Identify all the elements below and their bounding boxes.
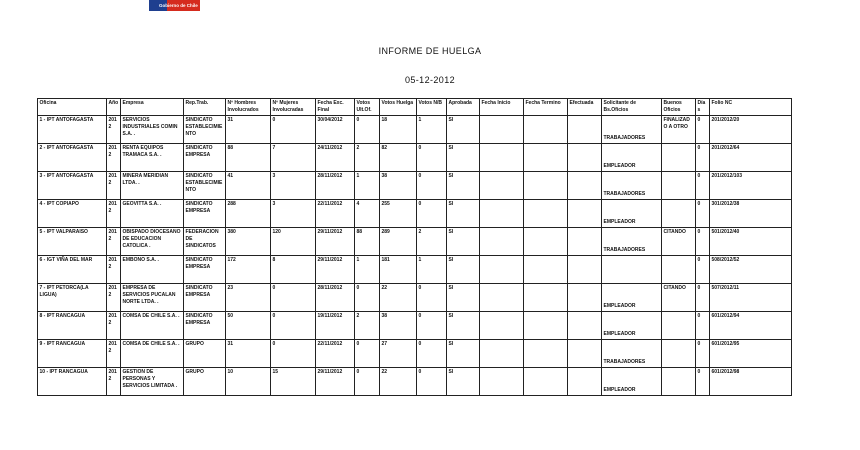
table-cell: SI <box>447 368 480 396</box>
table-cell: 7 - IPT PETORCA(LA LIGUA) <box>38 284 107 312</box>
table-cell <box>568 200 602 228</box>
report-title: INFORME DE HUELGA <box>378 46 482 56</box>
table-cell: 0 <box>696 340 710 368</box>
table-cell: EMPLEADOR <box>602 144 662 172</box>
table-cell: 27 <box>380 340 417 368</box>
table-cell: 2 <box>355 144 380 172</box>
gobierno-logo <box>149 0 200 11</box>
table-cell <box>662 312 696 340</box>
table-cell <box>480 116 524 144</box>
table-cell: OBISPADO DIOCESANO DE EDUCACION CATOLICA . <box>121 228 184 256</box>
table-cell: SERVICIOS INDUSTRIALES COMIN S.A. . <box>121 116 184 144</box>
table-cell: SINDICATO ESTABLECIMIENTO <box>184 116 226 144</box>
table-cell: 5 - IPT VALPARAISO <box>38 228 107 256</box>
table-cell: 30/04/2012 <box>316 116 355 144</box>
table-cell: 18 <box>380 116 417 144</box>
table-cell: 0 <box>696 116 710 144</box>
table-cell <box>524 256 568 284</box>
table-cell: 2 <box>355 312 380 340</box>
table-cell: 4 <box>355 200 380 228</box>
table-cell: 2012 <box>107 228 121 256</box>
table-cell <box>568 368 602 396</box>
table-cell <box>480 368 524 396</box>
table-cell: 8 - IPT RANCAGUA <box>38 312 107 340</box>
table-cell <box>524 144 568 172</box>
table-cell: EMPLEADOR <box>602 200 662 228</box>
table-cell: 0 <box>355 368 380 396</box>
table-row <box>38 368 792 396</box>
table-cell <box>524 368 568 396</box>
table-cell: 0 <box>355 340 380 368</box>
table-row <box>38 284 792 312</box>
column-header: Solicitante de Bs.Oficios <box>602 99 662 116</box>
table-cell: GRUPO <box>184 368 226 396</box>
table-cell: 501/2012/40 <box>710 228 792 256</box>
table-row <box>38 144 792 172</box>
table-cell: SI <box>447 200 480 228</box>
table-cell: SINDICATO EMPRESA <box>184 200 226 228</box>
table-cell <box>524 312 568 340</box>
table-cell: 38 <box>380 172 417 200</box>
table-cell: TRABAJADORES <box>602 116 662 144</box>
table-cell: EMPLEADOR <box>602 312 662 340</box>
table-cell <box>568 312 602 340</box>
table-cell: 29/11/2012 <box>316 256 355 284</box>
table-cell: 0 <box>417 284 447 312</box>
table-cell: 0 <box>271 116 316 144</box>
table-cell: SINDICATO EMPRESA <box>184 284 226 312</box>
table-cell: TRABAJADORES <box>602 228 662 256</box>
table-cell: 9 - IPT RANCAGUA <box>38 340 107 368</box>
table-cell: 23 <box>226 284 271 312</box>
table-row <box>38 200 792 228</box>
table-cell: GEOVITTA S.A. . <box>121 200 184 228</box>
table-cell: 88 <box>355 228 380 256</box>
table-cell: 22 <box>380 368 417 396</box>
table-cell: 28/11/2012 <box>316 284 355 312</box>
table-cell: 2012 <box>107 256 121 284</box>
table-cell: 0 <box>417 144 447 172</box>
table-cell: 508/2012/52 <box>710 256 792 284</box>
table-cell: 601/2012/94 <box>710 312 792 340</box>
table-cell <box>568 256 602 284</box>
column-header: Votos N/B <box>417 99 447 116</box>
table-cell: 31 <box>226 340 271 368</box>
column-header: Aprobada <box>447 99 480 116</box>
table-cell: 1 - IPT ANTOFAGASTA <box>38 116 107 144</box>
table-cell: EMBONO S.A. . <box>121 256 184 284</box>
table-cell: EMPRESA DE SERVICIOS PUCALAN NORTE LTDA. . <box>121 284 184 312</box>
table-cell <box>568 340 602 368</box>
table-cell: 82 <box>380 144 417 172</box>
table-cell: COMSA DE CHILE S.A. . <box>121 312 184 340</box>
table-cell: 201/2012/103 <box>710 172 792 200</box>
table-cell: SI <box>447 172 480 200</box>
table-cell: 10 - IPT RANCAGUA <box>38 368 107 396</box>
table-cell: 22/11/2012 <box>316 200 355 228</box>
table-cell: 8 <box>271 256 316 284</box>
table-cell <box>524 116 568 144</box>
table-cell: 601/2012/95 <box>710 340 792 368</box>
table-cell: 201/2012/64 <box>710 144 792 172</box>
table-cell: 3 <box>271 200 316 228</box>
table-cell: 3 <box>271 172 316 200</box>
table-cell: 3 - IPT ANTOFAGASTA <box>38 172 107 200</box>
strike-report-table <box>37 98 792 396</box>
table-cell <box>662 368 696 396</box>
table-cell: 2012 <box>107 172 121 200</box>
table-cell <box>568 144 602 172</box>
table-cell <box>480 256 524 284</box>
table-cell: 0 <box>696 284 710 312</box>
table-cell: 201/2012/20 <box>710 116 792 144</box>
table-cell: 0 <box>696 200 710 228</box>
table-cell: GESTION DE PERSONAS Y SERVICIOS LIMITADA . <box>121 368 184 396</box>
table-cell <box>480 340 524 368</box>
table-cell <box>602 256 662 284</box>
table-cell: 0 <box>271 312 316 340</box>
column-header: Nº Mujeres Involucradas <box>271 99 316 116</box>
table-cell: 15 <box>271 368 316 396</box>
column-header: Año <box>107 99 121 116</box>
column-header: Efectuada <box>568 99 602 116</box>
table-cell: 0 <box>417 200 447 228</box>
table-cell: 0 <box>696 368 710 396</box>
table-cell <box>662 172 696 200</box>
table-cell: 301/2012/38 <box>710 200 792 228</box>
table-cell: 2012 <box>107 340 121 368</box>
table-cell: 0 <box>696 228 710 256</box>
table-cell: 6 - IGT VIÑA DEL MAR <box>38 256 107 284</box>
table-cell: CITANDO <box>662 228 696 256</box>
table-row <box>38 256 792 284</box>
column-header: Folio NC <box>710 99 792 116</box>
table-cell: 0 <box>271 284 316 312</box>
table-cell: SI <box>447 284 480 312</box>
table-cell: 0 <box>355 284 380 312</box>
table-cell: RENTA EQUIPOS TRAMACA S.A. . <box>121 144 184 172</box>
table-cell: TRABAJADORES <box>602 340 662 368</box>
table-row <box>38 340 792 368</box>
table-cell: 0 <box>696 172 710 200</box>
table-cell <box>524 172 568 200</box>
table-cell <box>524 284 568 312</box>
table-cell: 1 <box>417 116 447 144</box>
table-cell: 29/11/2012 <box>316 228 355 256</box>
column-header: Días <box>696 99 710 116</box>
table-cell: 2 - IPT ANTOFAGASTA <box>38 144 107 172</box>
column-header: Nº Hombres Involucrados <box>226 99 271 116</box>
table-cell: 50 <box>226 312 271 340</box>
table-cell: FINALIZADO A OTRO <box>662 116 696 144</box>
column-header: Rep.Trab. <box>184 99 226 116</box>
table-cell <box>480 312 524 340</box>
table-cell: SI <box>447 144 480 172</box>
table-cell: 24/11/2012 <box>316 144 355 172</box>
logo-text: Gobierno de Chile <box>159 3 198 8</box>
table-cell: 0 <box>271 340 316 368</box>
table-cell <box>480 228 524 256</box>
table-cell <box>662 256 696 284</box>
table-cell: 31 <box>226 116 271 144</box>
table-cell: 7 <box>271 144 316 172</box>
column-header: Buenos Oficios <box>662 99 696 116</box>
column-header: Votos Ult.Of. <box>355 99 380 116</box>
table-cell: 1 <box>417 256 447 284</box>
table-cell <box>480 200 524 228</box>
table-cell: 0 <box>417 368 447 396</box>
table-cell: SINDICATO EMPRESA <box>184 256 226 284</box>
table-cell: 2012 <box>107 144 121 172</box>
table-cell: 22/11/2012 <box>316 340 355 368</box>
table-cell: 172 <box>226 256 271 284</box>
table-cell: 19/11/2012 <box>316 312 355 340</box>
column-header: Votos Huelga <box>380 99 417 116</box>
table-cell <box>524 340 568 368</box>
table-cell: 0 <box>355 116 380 144</box>
table-cell: 0 <box>417 340 447 368</box>
table-cell: 0 <box>696 144 710 172</box>
table-cell: 28/11/2012 <box>316 172 355 200</box>
table-cell: 2012 <box>107 368 121 396</box>
table-cell: CITANDO <box>662 284 696 312</box>
table-cell: 0 <box>696 312 710 340</box>
table-cell: 2 <box>417 228 447 256</box>
table-cell <box>662 144 696 172</box>
column-header: Fecha Inicio <box>480 99 524 116</box>
table-cell: 601/2012/98 <box>710 368 792 396</box>
table-cell: SI <box>447 340 480 368</box>
table-cell: 29/11/2012 <box>316 368 355 396</box>
table-cell: 0 <box>696 256 710 284</box>
table-cell: 2012 <box>107 200 121 228</box>
table-cell: 2012 <box>107 116 121 144</box>
table-cell: 0 <box>417 172 447 200</box>
report-date: 05-12-2012 <box>404 75 456 85</box>
table-cell <box>662 200 696 228</box>
table-header-row <box>38 99 792 116</box>
table-row <box>38 312 792 340</box>
table-cell: MINERA MERIDIAN LTDA. . <box>121 172 184 200</box>
table-row <box>38 116 792 144</box>
table-cell: FEDERACION DE SINDICATOS <box>184 228 226 256</box>
table-cell: SI <box>447 116 480 144</box>
table-cell: 10 <box>226 368 271 396</box>
table-cell: 255 <box>380 200 417 228</box>
table-cell <box>568 284 602 312</box>
table-cell: 22 <box>380 284 417 312</box>
table-cell <box>524 228 568 256</box>
column-header: Fecha Exc. Final <box>316 99 355 116</box>
table-row <box>38 172 792 200</box>
table-cell: SI <box>447 312 480 340</box>
table-cell: 41 <box>226 172 271 200</box>
table-cell: 88 <box>226 144 271 172</box>
table-cell <box>568 116 602 144</box>
table-cell: 4 - IPT COPIAPO <box>38 200 107 228</box>
table-cell: 289 <box>380 228 417 256</box>
table-cell: SI <box>447 256 480 284</box>
table-cell <box>568 172 602 200</box>
table-cell <box>480 172 524 200</box>
table-cell: EMPLEADOR <box>602 368 662 396</box>
table-cell: 380 <box>226 228 271 256</box>
table-cell: EMPLEADOR <box>602 284 662 312</box>
table-cell <box>480 144 524 172</box>
table-cell: TRABAJADORES <box>602 172 662 200</box>
table-cell: 1 <box>355 256 380 284</box>
table-cell <box>662 340 696 368</box>
table-cell: 507/2012/11 <box>710 284 792 312</box>
table-cell: SI <box>447 228 480 256</box>
table-cell <box>524 200 568 228</box>
table-cell: 2012 <box>107 284 121 312</box>
table-cell: 181 <box>380 256 417 284</box>
column-header: Oficina <box>38 99 107 116</box>
column-header: Fecha Termino <box>524 99 568 116</box>
table-cell: 288 <box>226 200 271 228</box>
table-cell: GRUPO <box>184 340 226 368</box>
table-cell: SINDICATO ESTABLECIMIENTO <box>184 172 226 200</box>
table-cell <box>568 228 602 256</box>
table-cell: 0 <box>417 312 447 340</box>
table-cell: 1 <box>355 172 380 200</box>
table-cell: 120 <box>271 228 316 256</box>
table-cell: SINDICATO EMPRESA <box>184 144 226 172</box>
table-cell: 38 <box>380 312 417 340</box>
table-cell <box>480 284 524 312</box>
table-cell: 2012 <box>107 312 121 340</box>
table-cell: SINDICATO EMPRESA <box>184 312 226 340</box>
column-header: Empresa <box>121 99 184 116</box>
table-row <box>38 228 792 256</box>
table-cell: COMSA DE CHILE S.A. . <box>121 340 184 368</box>
